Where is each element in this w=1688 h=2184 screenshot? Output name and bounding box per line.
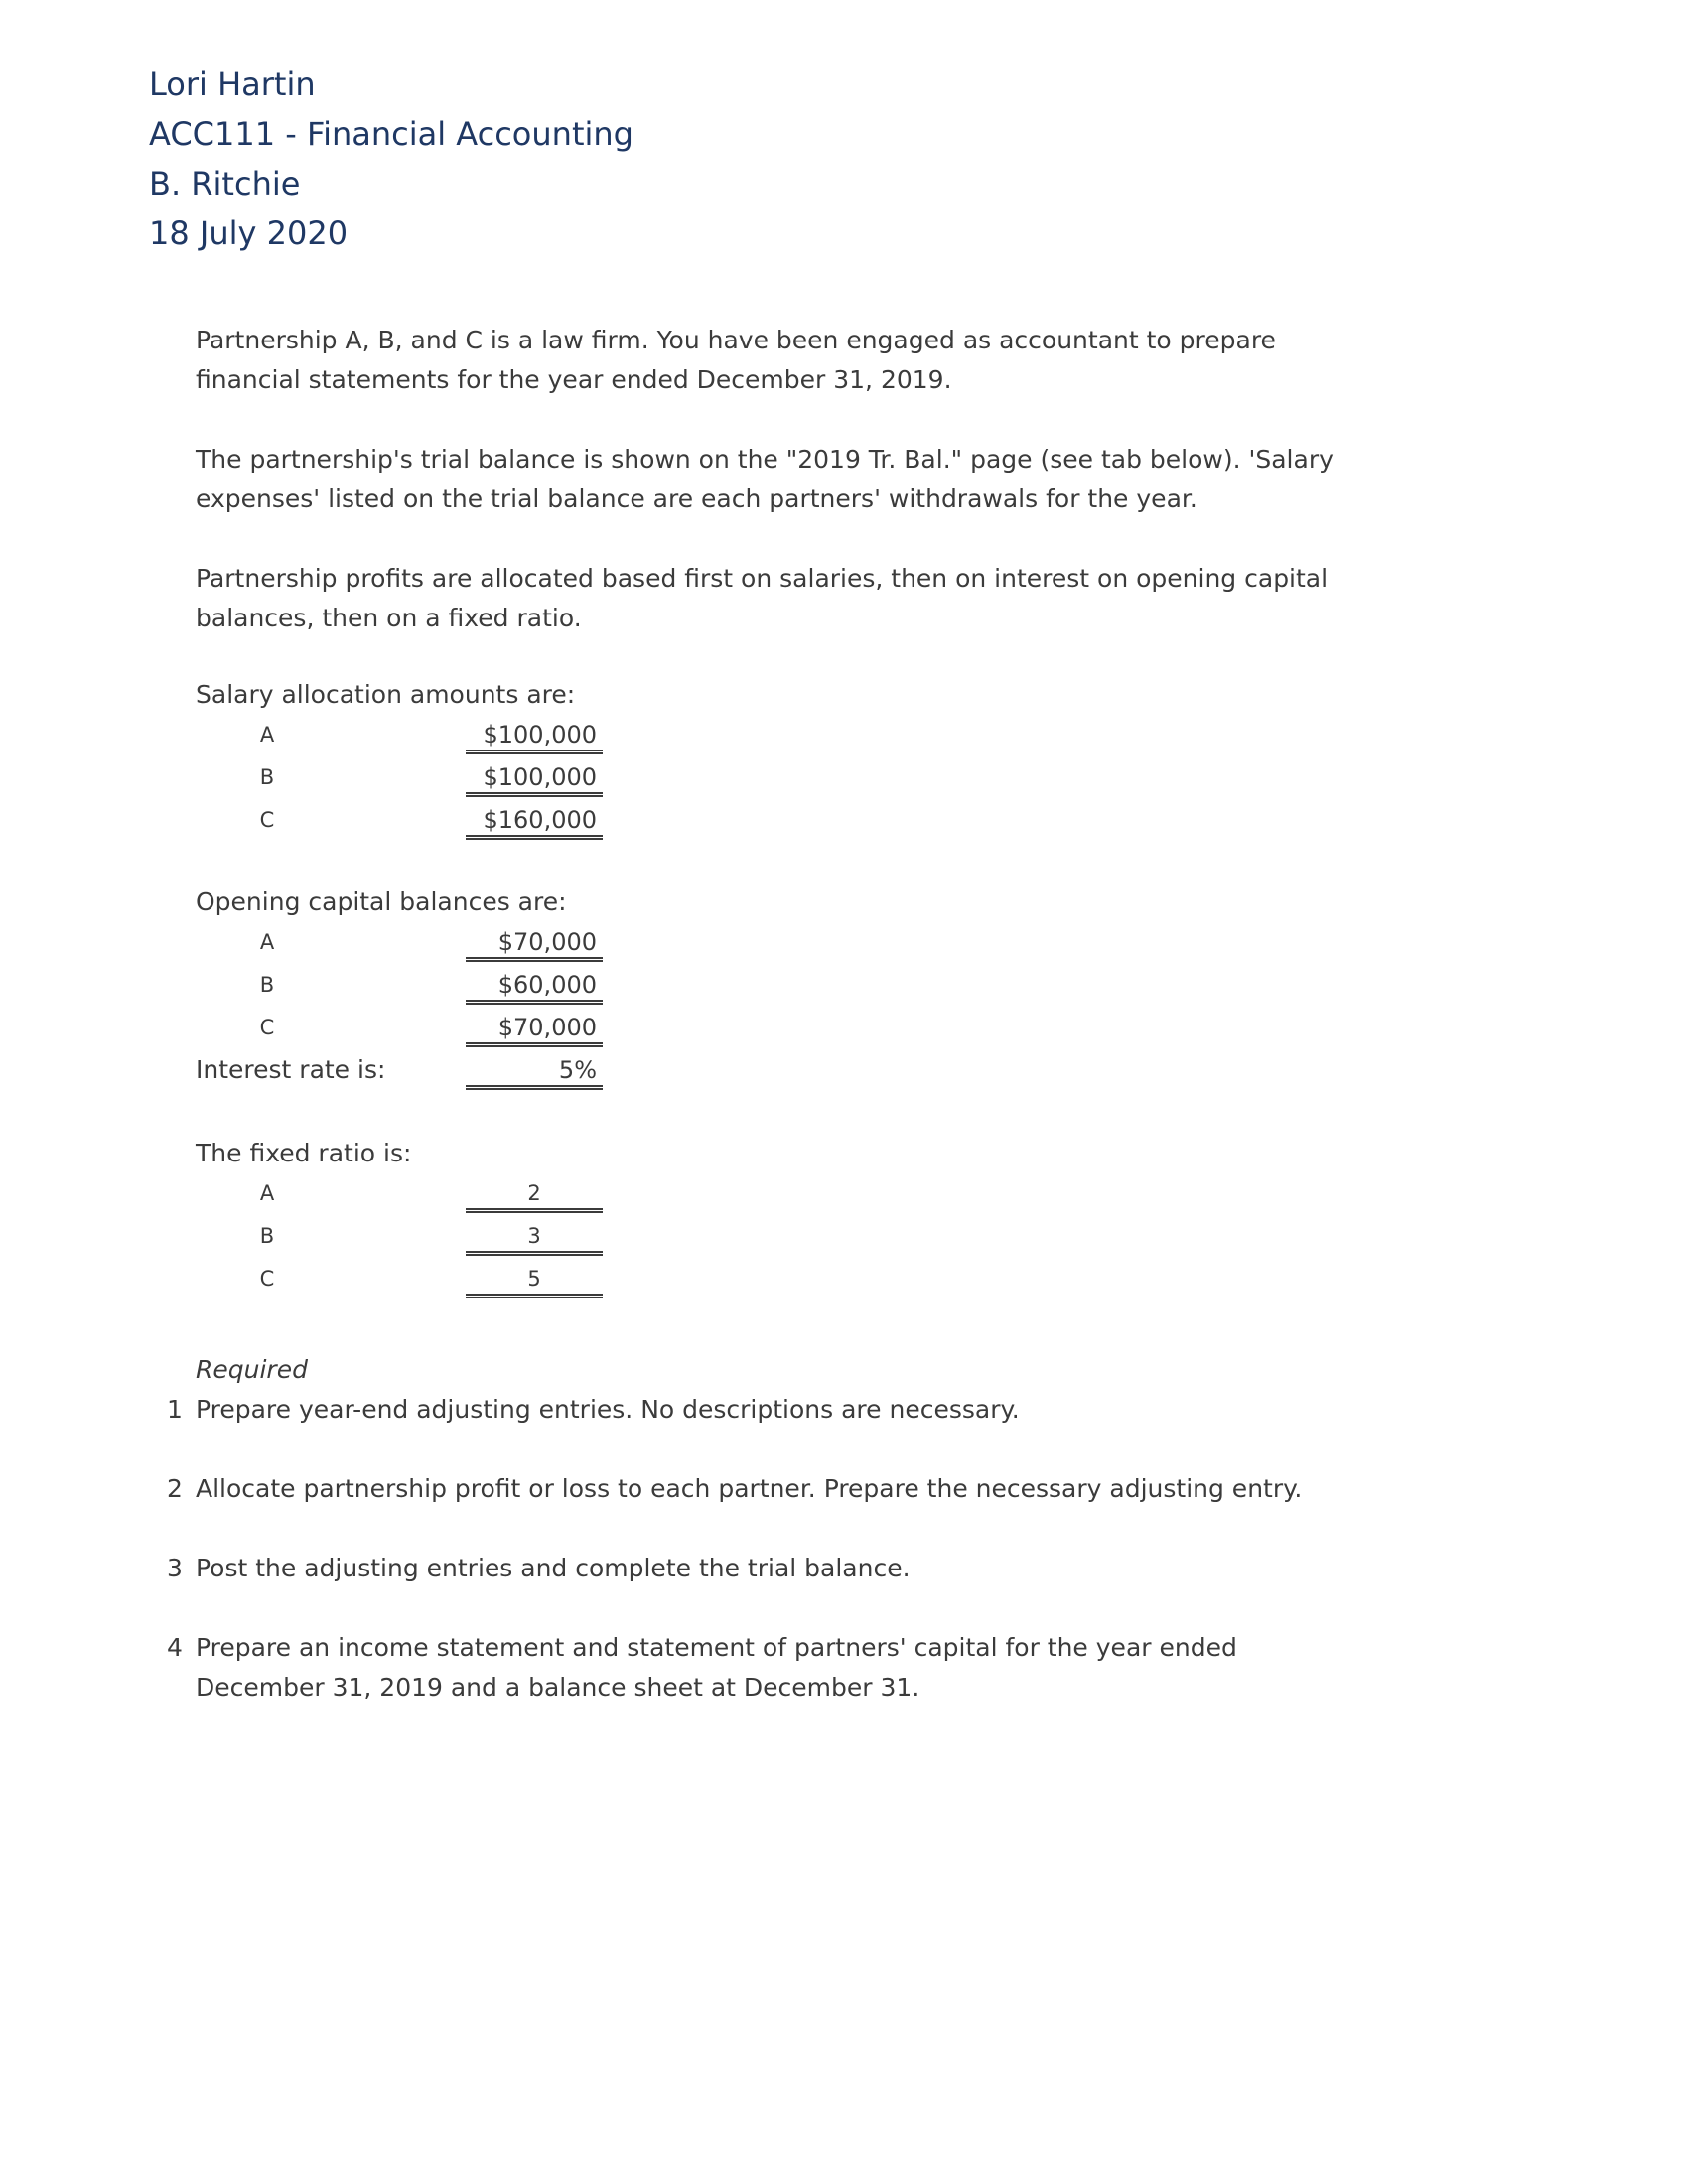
- required-text-4-line-2: December 31, 2019 and a balance sheet at December 31.: [196, 1673, 920, 1702]
- ratio-value-c: 5: [466, 1259, 603, 1298]
- required-number-1: 1: [167, 1395, 183, 1424]
- profit-allocation-line-1: Partnership profits are allocated based first on salaries, then on interest on opening capital: [196, 564, 1329, 593]
- salary-row-c: [196, 800, 603, 844]
- intro-paragraph: [196, 321, 1276, 400]
- intro-line-2: financial statements for the year ended December 31, 2019.: [196, 365, 952, 394]
- required-number-3: 3: [167, 1554, 183, 1582]
- salary-row-b: [196, 757, 603, 801]
- salary-label-a: A: [259, 723, 275, 747]
- ratio-value-a: 2: [466, 1173, 603, 1213]
- ratio-row-b: [196, 1216, 603, 1260]
- student-name: Lori Hartin: [149, 66, 316, 103]
- required-number-4: 4: [167, 1633, 183, 1662]
- salary-label-c: C: [259, 808, 275, 832]
- ratio-value-b: 3: [466, 1216, 603, 1256]
- ratio-label-a: A: [259, 1181, 275, 1205]
- salary-value-a: $100,000: [466, 715, 603, 754]
- intro-line-1: Partnership A, B, and C is a law firm. You have been engaged as accountant to prepare: [196, 326, 1276, 354]
- profit-allocation-paragraph: [196, 559, 1328, 638]
- required-text-4-line-1: Prepare an income statement and statement of partners' capital for the year ended: [196, 1633, 1237, 1662]
- document-date: 18 July 2020: [149, 214, 349, 252]
- author-header: [149, 60, 633, 258]
- required-item-1: [167, 1390, 1020, 1430]
- salary-schedule-title: Salary allocation amounts are:: [196, 680, 576, 709]
- salary-value-c: $160,000: [466, 800, 603, 840]
- salary-label-b: B: [259, 765, 275, 789]
- salary-row-a: [196, 715, 603, 758]
- required-item-2: [167, 1469, 1302, 1509]
- capital-schedule-title: Opening capital balances are:: [196, 887, 567, 916]
- capital-row-a: [196, 922, 603, 966]
- capital-value-a: $70,000: [466, 922, 603, 962]
- capital-row-b: [196, 965, 603, 1009]
- capital-label-a: A: [259, 930, 275, 954]
- trial-balance-paragraph: [196, 440, 1334, 519]
- required-text-1: Prepare year-end adjusting entries. No descriptions are necessary.: [196, 1395, 1020, 1424]
- required-item-4: [167, 1628, 1237, 1707]
- interest-rate-value: 5%: [466, 1050, 603, 1090]
- interest-rate-row: [196, 1050, 603, 1094]
- capital-value-b: $60,000: [466, 965, 603, 1005]
- interest-rate-label: Interest rate is:: [196, 1055, 386, 1084]
- capital-label-c: C: [259, 1016, 275, 1039]
- ratio-row-c: [196, 1259, 603, 1302]
- trial-balance-line-2: expenses' listed on the trial balance are each partners' withdrawals for the year.: [196, 484, 1197, 513]
- required-item-3: [167, 1549, 911, 1588]
- trial-balance-line-1: The partnership's trial balance is shown on the "2019 Tr. Bal." page (see tab below). 'Salary: [196, 445, 1334, 474]
- ratio-label-c: C: [259, 1267, 275, 1291]
- course-title: ACC111 - Financial Accounting: [149, 115, 633, 153]
- instructor-name: B. Ritchie: [149, 165, 301, 203]
- salary-value-b: $100,000: [466, 757, 603, 797]
- capital-row-c: [196, 1008, 603, 1051]
- profit-allocation-line-2: balances, then on a fixed ratio.: [196, 604, 582, 632]
- required-text-3: Post the adjusting entries and complete the trial balance.: [196, 1554, 911, 1582]
- capital-value-c: $70,000: [466, 1008, 603, 1047]
- required-heading: Required: [196, 1355, 308, 1384]
- ratio-row-a: [196, 1173, 603, 1217]
- ratio-schedule-title: The fixed ratio is:: [196, 1139, 412, 1167]
- ratio-label-b: B: [259, 1224, 275, 1248]
- required-text-2: Allocate partnership profit or loss to each partner. Prepare the necessary adjusting entry.: [196, 1474, 1303, 1503]
- required-number-2: 2: [167, 1474, 183, 1503]
- capital-label-b: B: [259, 973, 275, 997]
